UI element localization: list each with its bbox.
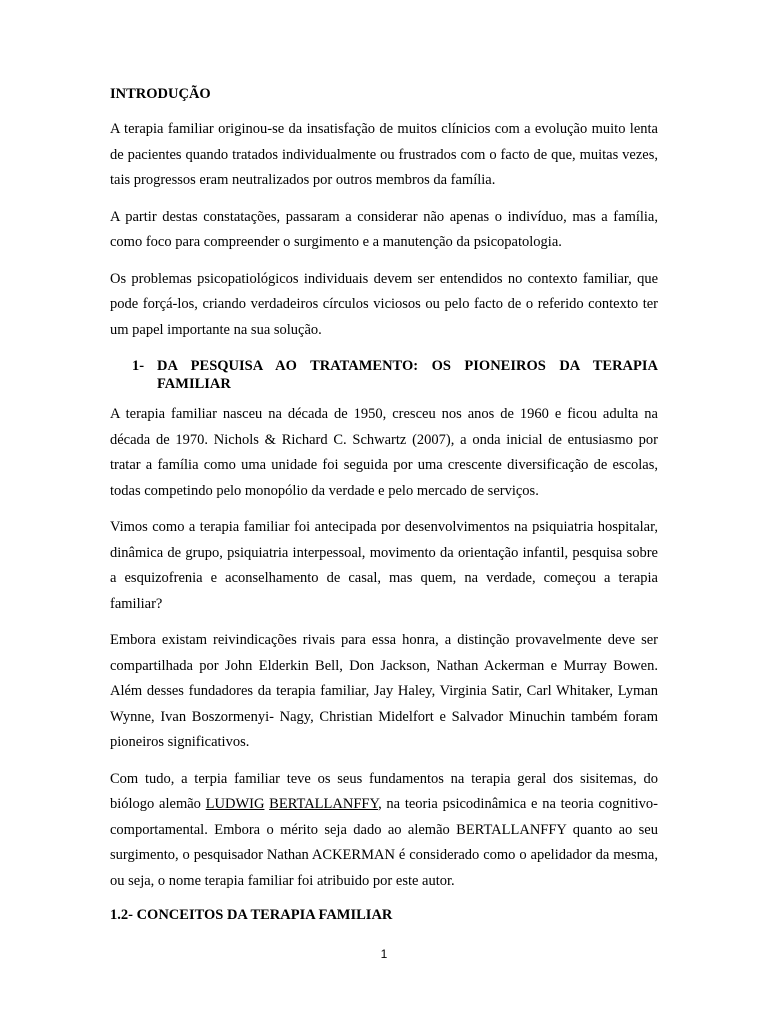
- intro-heading: INTRODUÇÃO: [110, 86, 211, 102]
- paragraph-text-start: Com tudo, a terpia familiar teve os seus fundamentos na terapia geral dos sisitemas, do biólogo alemão: [110, 770, 658, 812]
- section-1-title-line-2: FAMILIAR: [157, 376, 231, 392]
- page-number: 1: [380, 947, 388, 961]
- section-1-paragraph-4: [110, 767, 658, 895]
- section-1-paragraph-3: Embora existam reivindicações rivais para essa honra, a distinção provavelmente deve ser compartilhada por John Elderkin Bell, Don Jackson, Nathan Ackerman e Murray Bowen. Além desses fundadores da terapia familiar, Jay Haley, Virginia Satir, Carl Whitaker, Lyman Wynne, Ivan Boszormenyi- Nagy, Christian Midelfort e Salvador Minuchin também foram pioneiros significativos.: [110, 632, 658, 750]
- intro-paragraph-1: A terapia familiar originou-se da insatisfação de muitos clínicios com a evolução muito lenta de pacientes quando tratados individualmente ou frustrados com o facto de que, muitas vezes, tais progressos eram neutralizados por outros membros da família.: [110, 121, 658, 188]
- section-1-heading: [110, 357, 658, 393]
- intro-paragraph-2: A partir destas constatações, passaram a considerar não apenas o indivíduo, mas a família, como foco para compreender o surgimento e a manutenção da psicopatologia.: [110, 208, 658, 250]
- underlined-name-ludwig: LUDWIG: [205, 796, 265, 812]
- section-1-title: [157, 357, 658, 393]
- section-1-2-heading: 1.2- CONCEITOS DA TERAPIA FAMILIAR: [110, 907, 393, 923]
- intro-paragraph-3: Os problemas psicopatiológicos individuais devem ser entendidos no contexto familiar, que pode forçá-los, criando verdadeiros círculos viciosos ou pelo facto de o referido contexto ter um papel importante na sua solução.: [110, 270, 658, 338]
- paragraph-text-end: , na teoria psicodinâmica e na teoria cognitivo-comportamental. Embora o mérito seja dado ao alemão BERTALLANFFY quanto ao seu surgimento, o pesquisador Nathan ACKERMAN é considerado como o apelidador da mesma, ou seja, o nome terapia familiar foi atribuido por este autor.: [110, 796, 658, 889]
- underlined-name-bertallanffy: BERTALLANFFY: [269, 796, 379, 812]
- section-1-number: 1-: [132, 358, 145, 374]
- section-1-paragraph-2: Vimos como a terapia familiar foi antecipada por desenvolvimentos na psiquiatria hospitalar, dinâmica de grupo, psiquiatria interpessoal, movimento da orientação infantil, pesquisa sobre a esquizofrenia e aconselhamento de casal, mas quem, na verdade, começou a terapia familiar?: [110, 519, 658, 612]
- section-1-paragraph-1: A terapia familiar nasceu na década de 1950, cresceu nos anos de 1960 e ficou adulta na década de 1970. Nichols & Richard C. Schwartz (2007), a onda inicial de entusiasmo por tratar a família como uma unidade foi seguida por uma crescente diversificação de escolas, todas competindo pelo monopólio da verdade e pelo mercado de serviços.: [110, 406, 658, 499]
- section-1-title-line-1: DA PESQUISA AO TRATAMENTO: OS PIONEIROS DA TERAPIA: [157, 358, 658, 374]
- page-content: [110, 84, 658, 925]
